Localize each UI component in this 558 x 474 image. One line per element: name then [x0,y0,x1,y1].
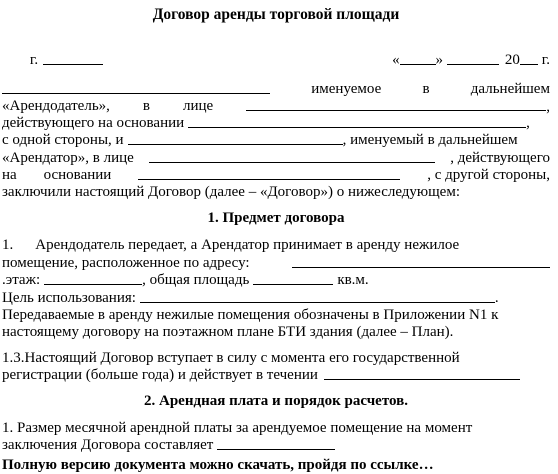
tenant-rep-blank [149,150,435,163]
area-unit: кв.м. [337,272,369,288]
date-open-quote: « [392,52,400,68]
section2-heading-text: 2. Арендная плата и порядок расчетов. [144,393,408,409]
purpose-end: . [494,290,499,306]
purpose-label: Цель использования: [2,290,136,306]
tenant-named-text: , именуемый в дальнейшем [342,132,518,148]
area-label: , общая площадь [142,272,250,288]
landlord-role: «Арендодатель», [2,98,110,114]
s2-p1-text-1: 1. Размер месячной арендной платы за арендуемое помещение на момент [2,420,473,436]
landlord-basis-blank [188,115,526,128]
s1-purpose-line [2,290,550,307]
party-line-tenant-basis [2,167,550,184]
download-link-text[interactable]: Полную версию документа можно скачать, пройдя по ссылке… [2,457,434,473]
city-blank [43,52,103,65]
party-line-landlord-role [2,98,550,116]
section1-heading-text: 1. Предмет договора [207,210,345,226]
s2-p1-line2 [2,437,550,454]
title-text: Договор аренды торговой площади [152,6,400,23]
s1-p1-text-span: Арендодатель передает, а Арендатор принимает в аренду нежилое [35,237,460,253]
person-text: лице [183,98,214,114]
party-line-landlord-basis [2,115,550,132]
one-side-text: с одной стороны, и [2,132,124,148]
area-blank [253,272,333,285]
section1-heading [2,210,550,227]
header-city-date-line [2,52,550,69]
term-blank [324,367,520,380]
s1-p1-line2 [2,255,550,272]
purpose-blank [140,290,495,303]
s2-p1-text-2: заключения Договора составляет [2,437,214,453]
in-text: в [422,81,430,97]
month-blank [447,52,499,65]
s1-plan-line2 [2,324,550,341]
year-prefix: 20 [504,52,520,68]
year-suffix: г. [541,52,550,68]
section2-heading [2,393,550,410]
s1-p1-line3 [2,272,550,289]
s1-p1-number: 1. [2,237,14,253]
address-blank [292,255,550,268]
party-line-tenant-role [2,150,550,167]
s1-p13-line2 [2,367,550,384]
party-line-concluded [2,184,550,201]
year-blank [520,52,538,65]
s1-plan-line1 [2,307,550,324]
plan-text-2: настоящему договору на поэтажном плане БТИ здания (далее – План). [2,324,454,340]
landlord-rep-blank [246,98,546,111]
comma-2: , [526,115,530,131]
day-blank [400,52,436,65]
tenant-name-blank [128,132,343,145]
tenant-role: «Арендатор», в лице [2,150,134,166]
named-text: именуемое [311,81,382,97]
city-prefix: г. [29,52,39,68]
floor-blank [44,272,142,285]
landlord-name-blank [2,81,270,94]
p13-text-2: регистрации (больше года) и действует в течении [2,367,318,383]
tenant-basis-blank [138,167,400,180]
party-line-one-side [2,132,550,149]
other-side-text: , с другой стороны, [427,167,550,183]
s1-p1-text [35,237,550,254]
party-line-landlord-name [2,81,550,98]
p13-text-1: 1.3.Настоящий Договор вступает в силу с момента его государственной [2,350,460,366]
s2-p1-line1 [2,420,550,437]
document-title [2,6,550,23]
download-link[interactable] [2,457,550,474]
rent-amount-blank [217,437,335,450]
address-label: помещение, расположенное по адресу: [2,255,250,271]
further-text: дальнейшем [470,81,550,97]
floor-label: .этаж: [2,272,41,288]
date-close-quote: » [435,52,444,68]
s1-p1-line1 [2,237,550,254]
plan-text-1: Передаваемые в аренду нежилые помещения обозначены в Приложении N1 к [2,307,499,323]
in-text-2: в [142,98,151,114]
comma: , [546,99,550,115]
acting-basis-text: действующего на основании [2,115,185,131]
s1-p13-line1 [2,350,550,367]
basis-text: основании [43,167,112,183]
acting-text: , действующего [450,150,550,166]
concluded-text: заключили настоящий Договор (далее – «Договор») о нижеследующем: [2,184,460,200]
on-text: на [2,167,17,183]
